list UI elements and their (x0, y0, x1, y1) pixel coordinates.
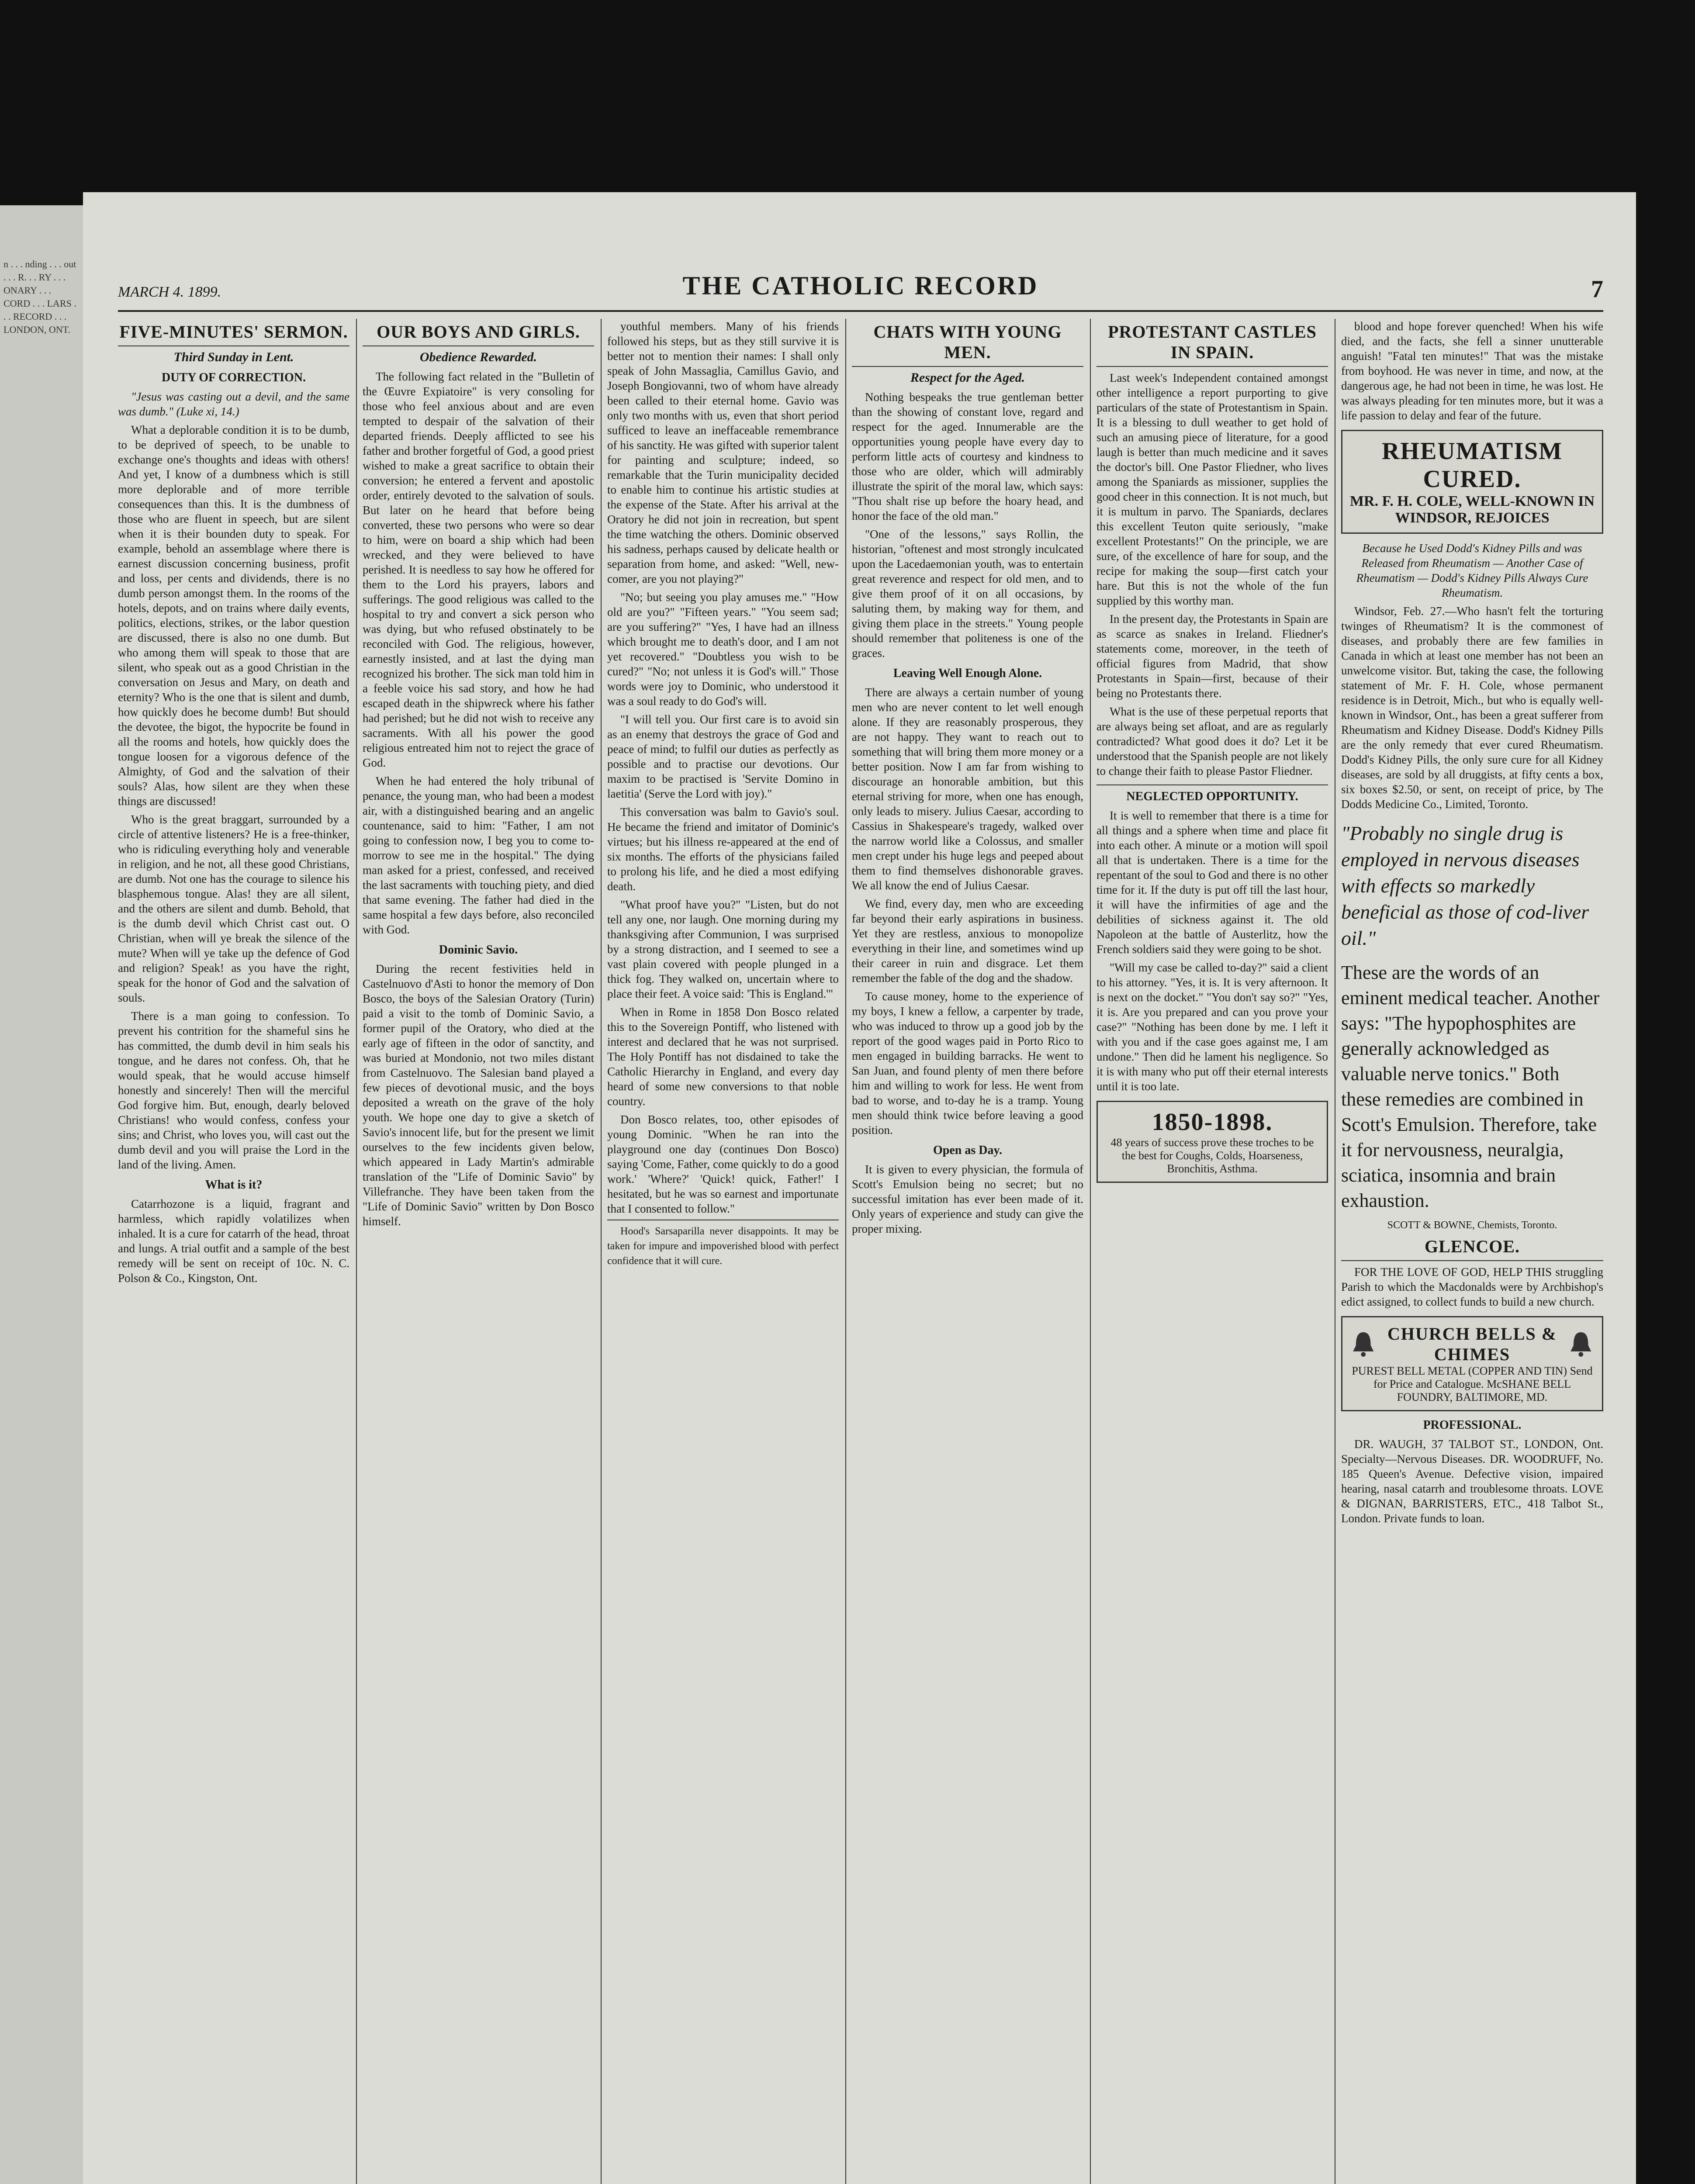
bell-icon (1566, 1324, 1596, 1364)
troches-years: 1850-1898. (1152, 1109, 1273, 1136)
newspaper-page (83, 192, 1636, 2184)
column-1-footer-heading: What is it? (205, 1178, 263, 1192)
column-4-body-6: It is given to every physician, the formula of Scott's Emulsion being no secret; but no successful imitation has ever been made of it. Only years of experience and study can give the proper mixing. (852, 1163, 1083, 1235)
column-3-dialogue: "No; but seeing you play amuses me." "How old are you?" "Fifteen years." "You seem sad; are you suffering?" "Yes, I have had an illness which brought me to death's door, and I am not yet recovered." "Doubtless you wish to be cured?" "No; not unless it is God's will." Those words were joy to Dominic, who understood it was a soul ready to do God's will. (607, 591, 839, 708)
column-5-body-2: In the present day, the Protestants in Spain are as scarce as snakes in Ireland. Fliedner's statements come, moreover, in the teeth of official figures from Madrid, that show Protestants in Spain—first, because of their being no Protestants there. (1097, 612, 1328, 700)
column-3-body-5: When in Rome in 1858 Don Bosco related this to the Sovereign Pontiff, who listened with interest and declared that he was not surprised. The Holy Pontiff has not disdained to take the Catholic Hierarchy in England, and every day heard of some new conversions to that noble country. (607, 1006, 839, 1108)
bell-ad-headline: CHURCH BELLS & CHIMES (1387, 1324, 1557, 1364)
column-4-heading-2: Leaving Well Enough Alone. (893, 667, 1042, 680)
column-1-subheading: Third Sunday in Lent. (173, 350, 294, 364)
column-4 (852, 319, 1083, 2184)
column-rule (1090, 319, 1091, 2184)
rheumatism-body: Windsor, Feb. 27.—Who hasn't felt the torturing twinges of Rheumatism? It is the commonest of diseases, and probably there are few families in Canada in which at least one member has not been an unwelcome visitor. But, taking the case, the following statement of Mr. F. H. Cole, whose permanent residence is in Detroit, Mich., but who is equally well-known in Windsor, Ont., has been a great sufferer from Rheumatism and Kidney Disease. Dodd's Kidney Pills are the only remedy that ever cured Rheumatism. Dodd's Kidney Pills, the only sure cure for all Kidney diseases, are sold by all druggists, at fifty cents a box, six boxes $2.50, or sent, on receipt of price, by The Dodds Medicine Co., Limited, Toronto. (1341, 605, 1603, 811)
troches-ad (1097, 1101, 1328, 1183)
column-rule (601, 319, 602, 2184)
professional-body: DR. WAUGH, 37 TALBOT ST., LONDON, Ont. Specialty—Nervous Diseases. DR. WOODRUFF, No. 185 Queen's Avenue. Defective vision, impaired hearing, nasal catarrh and troublesome throats. LOVE & DIGNAN, BARRISTERS, ETC., 418 Talbot St., London. Private funds to loan. (1341, 1438, 1603, 1525)
column-4-subheading: Respect for the Aged. (910, 370, 1025, 385)
troches-text: 48 years of success prove these troches to be the best for Coughs, Colds, Hoarseness, Bronchitis, Asthma. (1110, 1136, 1314, 1175)
column-1-topic: DUTY OF CORRECTION. (161, 371, 306, 384)
column-5-body-4: It is well to remember that there is a time for all things and a sphere when time and place fit into each other. A minute or a motion will spoil all that is undertaken. There is a time for the repentant of the soul to God and there is no other time for it. If the duty is put off till the last hour, it will have the infirmities of age and the debilities of sickness against it. The old Napoleon at the battle of Austerlitz, how the French soldiers said they were going to be shot. (1097, 809, 1328, 956)
column-5-body-5: "Will my case be called to-day?" said a client to his attorney. "Yes, it is. It is very afternoon. It is next on the docket." "You don't say so?" "Yes, it is. Are you prepared and can you prove your case?" "Nothing has been done by me. I left it with you and if the case goes against me, I am undone." Then did he lament his negligence. So it is with many who put off their eternal interests until it is too late. (1097, 961, 1328, 1093)
column-4-body-3: There are always a certain number of young men who are never content to let well enough alone. If they are reasonably prosperous, they are not happy. They want to reach out to something that will bring them more money or a better position. Now I am far from wishing to discourage an honorable ambition, but this eternal striving for more, when one has enough, only leads to misery. Julius Caesar, according to Cassius in Shakespeare's tragedy, walked over the narrow world like a Colossus, and smaller men crept under his huge legs and peeped about them to find themselves dishonorable graves. We all know the end of Julius Caesar. (852, 686, 1083, 892)
rheumatism-subheadline: MR. F. H. COLE, WELL-KNOWN IN WINDSOR, REJOICES (1349, 493, 1595, 526)
rheumatism-ad (1341, 430, 1603, 534)
scott-quote-2: These are the words of an eminent medical teacher. Another says: "The hypophosphites are generally acknowledged as valuable nerve tonics." Both these remedies are combined in Scott's Emulsion. Therefore, take it for nervousness, neuralgia, sciatica, insomnia and brain exhaustion. (1341, 962, 1600, 1211)
column-2 (363, 319, 594, 2184)
adjacent-page-edge (0, 205, 84, 2184)
column-3-body: youthful members. Many of his friends followed his steps, but as they still survive it is better not to mention their names: I shall only speak of John Massaglia, Camillus Gavio, and Joseph Bongiovanni, two of whom have already been called to their eternal home. Gavio was only two months with us, even that short period sufficed to leave an ineffaceable remembrance of his sanctity. He was gifted with superior talent for painting and sculpture; indeed, so remarkable that the Turin municipality decided to enable him to continue his artistic studies at the expense of the State. After his arrival at the Oratory he did not join in recreation, but spent the time watching the others. Dominic observed his sadness, perhaps caused by delicate health or separation from home, and asked: "Well, new-comer, are you not playing?" (607, 320, 839, 585)
issue-date: MARCH 4. 1899. (118, 284, 221, 300)
column-1-footer-body: Catarrhozone is a liquid, fragrant and harmless, which rapidly volatilizes when inhaled. It is a cure for catarrh of the head, throat and lungs. A trial outfit and a sample of the best remedy will be sent on receipt of 10c. N. C. Polson & Co., Kingston, Ont. (118, 1197, 349, 1285)
rheumatism-lead: Because he Used Dodd's Kidney Pills and was Released from Rheumatism — Another Case of Rheumatism — Dodd's Kidney Pills Always Cure Rheumatism. (1356, 542, 1588, 599)
column-4-heading: CHATS WITH YOUNG MEN. (852, 321, 1083, 367)
column-3-body-2: "I will tell you. Our first care is to avoid sin as an enemy that destroys the grace of God and peace of mind; to fulfil our duties as perfectly as possible and to practise our devotions. Our maxim to be practised is 'Servite Domino in laetitia' (Serve the Lord with joy)." (607, 713, 839, 800)
column-6-intro: blood and hope forever quenched! When his wife died, and the facts, she fell a sinner unutterable anguish! "Fatal ten minutes!" That was the mistake from boyhood. He was never in time, and now, at the dangerous age, he had not been in time, he was lost. He was always pleading for ten minutes more, but it was a life passion to delay and fear of the future. (1341, 320, 1603, 422)
column-2-body-3: During the recent festivities held in Castelnuovo d'Asti to honor the memory of Don Bosco, the boys of the Salesian Oratory (Turin) paid a visit to the tomb of Dominic Savio, a former pupil of the Oratory, who died at the early age of fifteen in the odor of sanctity, and was buried at Mondonio, not two miles distant from Castelnuovo. The Salesian band played a few pieces of devotional music, and the boys deposited a wreath on the grave of the holy youth. We hope one day to give a sketch of Savio's innocent life, but for the present we limit ourselves to the few incidents given below, which appeared in Lady Martin's admirable translation of the "Life of Dominic Savio" by Villefranche. They have been taken from the "Life of Dominic Savio" written by Don Bosco himself. (363, 962, 594, 1228)
masthead (118, 271, 1603, 312)
column-1-body: What a deplorable condition it is to be dumb, to be deprived of speech, to be unable to exchange one's thoughts and ideas with others! And yet, I know of a dumbness which is still more deplorable and of more terrible consequences than this. It is the dumbness of those who are fluent in speech, but are silent when it is their bounden duty to speak. For example, behold an assemblage where there is earnest discussion concerning business, profit and loss, per cents and dividends, there is no dumb person amongst them. In the rooms of the hotels, depots, and on trains where daily events, politics, elections, strikes, or the labor question are discussed, there is also no one dumb. But who among them will speak to those that are silent, who speak out as a good Christian in the conversation on Jesus and Mary, on death and eternity? Who is the one that is silent and dumb, how quickly does he become dumb! But should the devotee, the bigot, the hypocrite be found in all the rooms and hotels, how quickly does the tongue loosen for a vigorous defence of the Almighty, of God and the salvation of their souls? Alas, how silent are they when these things are discussed! (118, 423, 349, 808)
scott-quote: "Probably no single drug is employed in nervous diseases with effects so markedly beneficial as those of cod-liver oil." (1341, 822, 1589, 949)
column-3 (607, 319, 839, 2184)
column-2-body: The following fact related in the "Bulletin of the Œuvre Expiatoire" is very consoling for those who feel anxious about and are even tempted to despair of the salvation of their departed friends. Deeply afflicted to see his father and brother forgetful of God, a good priest wished to make a great sacrifice to obtain their conversion; he entered a fervent and apostolic order, entirely devoted to the salvation of souls. But later on he heard that before being converted, these two persons who were so dear to him, were on board a ship which had been wrecked, and they were believed to have perished. It is needless to say how he offered for them to the Lord his prayers, labors and sufferings. The good religious was called to the hospital to try and convert a sick person who was dying, but who refused obstinately to be reconciled with God. The religious, however, earnestly insisted, and at last the dying man recognized his brother. The sick man told him in a feeble voice his sad story, and how he had escaped death in the shipwreck where his father had perished; but he did not wish to receive any sacraments. With all his power the good religious entreated him not to reject the grace of God. (363, 370, 594, 769)
column-3-body-3: This conversation was balm to Gavio's soul. He became the friend and imitator of Dominic's virtues; but his illness re-appeared at the end of six months. The efforts of the physicians failed to prolong his life, and he died a most edifying death. (607, 805, 839, 893)
scott-footer: SCOTT & BOWNE, Chemists, Toronto. (1387, 1220, 1557, 1231)
column-4-body-2: "One of the lessons," says Rollin, the historian, "oftenest and most strongly inculcated upon the Lacedaemonian youth, was to entertain great reverence and respect for old men, and to give them proof of it on all occasions, by saluting them, by making way for them, and giving them place in the streets." Young people should remember that politeness is one of the graces. (852, 528, 1083, 660)
column-2-heading: OUR BOYS AND GIRLS. (363, 321, 594, 346)
column-1-body-2: Who is the great braggart, surrounded by a circle of attentive listeners? He is a free-thinker, who is ridiculing everything holy and venerable in religion, and he not, all these good Christians, are dumb. Not one has the courage to silence his blasphemous tongue. Alas! they are all silent, and the others are silent and dumb. Behold, that is the dumb devil which Christ cast out. O Christian, when will ye break the silence of the mute? When will ye take up the defence of God and religion? Speak! as you have the right, speak for the honor of God and the salvation of souls. (118, 813, 349, 1004)
column-4-heading-3: Open as Day. (933, 1144, 1002, 1157)
column-5-heading-2: NEGLECTED OPPORTUNITY. (1097, 784, 1328, 804)
column-3-body-6: Don Bosco relates, too, other episodes of young Dominic. "When he ran into the playground one day (continues Don Bosco) saying 'Come, Father, come quickly to do a good work.' 'Where?' 'Quick! quick, Father!' I hesitated, but he was so earnest and importunate that I consented to follow." (607, 1113, 839, 1215)
column-2-heading-2: Dominic Savio. (439, 943, 518, 957)
rheumatism-headline: RHEUMATISM CURED. (1381, 438, 1563, 493)
column-4-body-5: To cause money, home to the experience of my boys, I knew a fellow, a carpenter by trade, who was induced to throw up a good job by the report of the good wages paid in Porto Rico to men engaged in building barracks. He went to San Juan, and found plenty of men there before him and willing to work for less. He went from bad to worse, and to-day he is a tramp. Young men should think twice before leaving a good position. (852, 990, 1083, 1137)
column-6 (1341, 319, 1603, 2184)
column-2-body-2: When he had entered the holy tribunal of penance, the young man, who had been a modest air, with a distinguished bearing and an angelic countenance, said to him: "Father, I am not going to confession now, I beg you to come to-morrow to see me in the hospital." The dying man asked for a priest, confessed, and received the last sacraments with touching piety, and died that same evening. The father had died in the same hospital a few days before, also reconciled with God. (363, 774, 594, 936)
column-2-subheading: Obedience Rewarded. (419, 350, 537, 364)
column-rule (845, 319, 846, 2184)
column-3-footer: Hood's Sarsaparilla never disappoints. It may be taken for impure and impoverished blood with perfect confidence that it will cure. (607, 1220, 839, 1268)
glencoe-body: FOR THE LOVE OF GOD, HELP THIS struggling Parish to which the Macdonalds were by Archbishop's edict assigned, to collect funds to build a new church. (1341, 1265, 1603, 1308)
column-1-heading: FIVE-MINUTES' SERMON. (118, 321, 349, 346)
adjacent-page-text: n . . . nding . . . out . . . R. . . RY . . . ONARY . . . CORD . . . LARS . . . RECORD . . . LONDON, ONT. (3, 259, 76, 335)
column-5 (1097, 319, 1328, 2184)
column-3-body-4: "What proof have you?" "Listen, but do not tell any one, nor laugh. One morning during my thanksgiving after Communion, I was surprised by a strong distraction, and I seemed to see a vast plain covered with people plunged in a thick fog. They walked on, uncertain where to place their feet. A voice said: 'This is England.'" (607, 898, 839, 1000)
column-1 (118, 319, 349, 2184)
bell-icon (1349, 1324, 1378, 1364)
page-number: 7 (1591, 276, 1603, 303)
column-5-body-3: What is the use of these perpetual reports that are always being set afloat, and are as regularly contradicted? What good does it do? Let it be understood that the Spanish people are not likely to change their faith to please Pastor Fliedner. (1097, 705, 1328, 778)
glencoe-heading: GLENCOE. (1341, 1236, 1603, 1261)
column-1-epigraph: "Jesus was casting out a devil, and the same was dumb." (Luke xi, 14.) (118, 390, 349, 418)
professional-heading: PROFESSIONAL. (1423, 1418, 1522, 1432)
column-1-body-3: There is a man going to confession. To prevent his contrition for the shameful sins he has committed, the dumb devil in him seals his tongue, and he dares not confess. Oh, that he would speak, that he would accuse himself honestly and sincerely! Then will the merciful God forgive him. But, enough, dearly beloved Christians! who would confess, confess your sins; and Christ, who loves you, will cast out the dumb devil and you will praise the Lord in the land of the living. Amen. (118, 1009, 349, 1171)
column-rule (356, 319, 357, 2184)
column-5-heading: PROTESTANT CASTLES IN SPAIN. (1097, 321, 1328, 367)
newspaper-title: THE CATHOLIC RECORD (682, 271, 1039, 300)
column-4-body-4: We find, every day, men who are exceeding far beyond their early aspirations in business. Yet they are restless, anxious to monopolize everything in their line, and sometimes wind up their career in ruin and disgrace. Let them remember the fable of the dog and the shadow. (852, 897, 1083, 985)
column-5-body: Last week's Independent contained amongst other intelligence a report purporting to give particulars of the state of Protestantism in Spain. It is a blessing to dull weather to get hold of such an amusing piece of literature, for a good laugh is better than much medicine and it saves the doctor's bill. One Pastor Fliedner, who lives among the Spaniards as missioner, supplies the good cheer in this connection. It is not much, but it is multum in parvo. The Spaniards, declares this excellent Teuton quite seriously, "make excellent Protestants!" On the principle, we are sure, of the excellence of hare for soup, and the recipe for making the soup—first catch your hare. But this is not the whole of the fun supplied by this worthy man. (1097, 371, 1328, 607)
bell-ad (1341, 1316, 1603, 1411)
column-4-body: Nothing bespeaks the true gentleman better than the showing of constant love, regard and respect for the aged. Innumerable are the opportunities young people have every day to perform little acts of courtesy and kindness to those who are older, which will admirably illustrate the spirit of the moral law, which says: "Thou shalt rise up before the hoary head, and honor the face of the old man." (852, 390, 1083, 522)
bell-ad-sub: PUREST BELL METAL (COPPER AND TIN) Send for Price and Catalogue. McSHANE BELL FOUNDRY, BALTIMORE, MD. (1352, 1365, 1593, 1403)
